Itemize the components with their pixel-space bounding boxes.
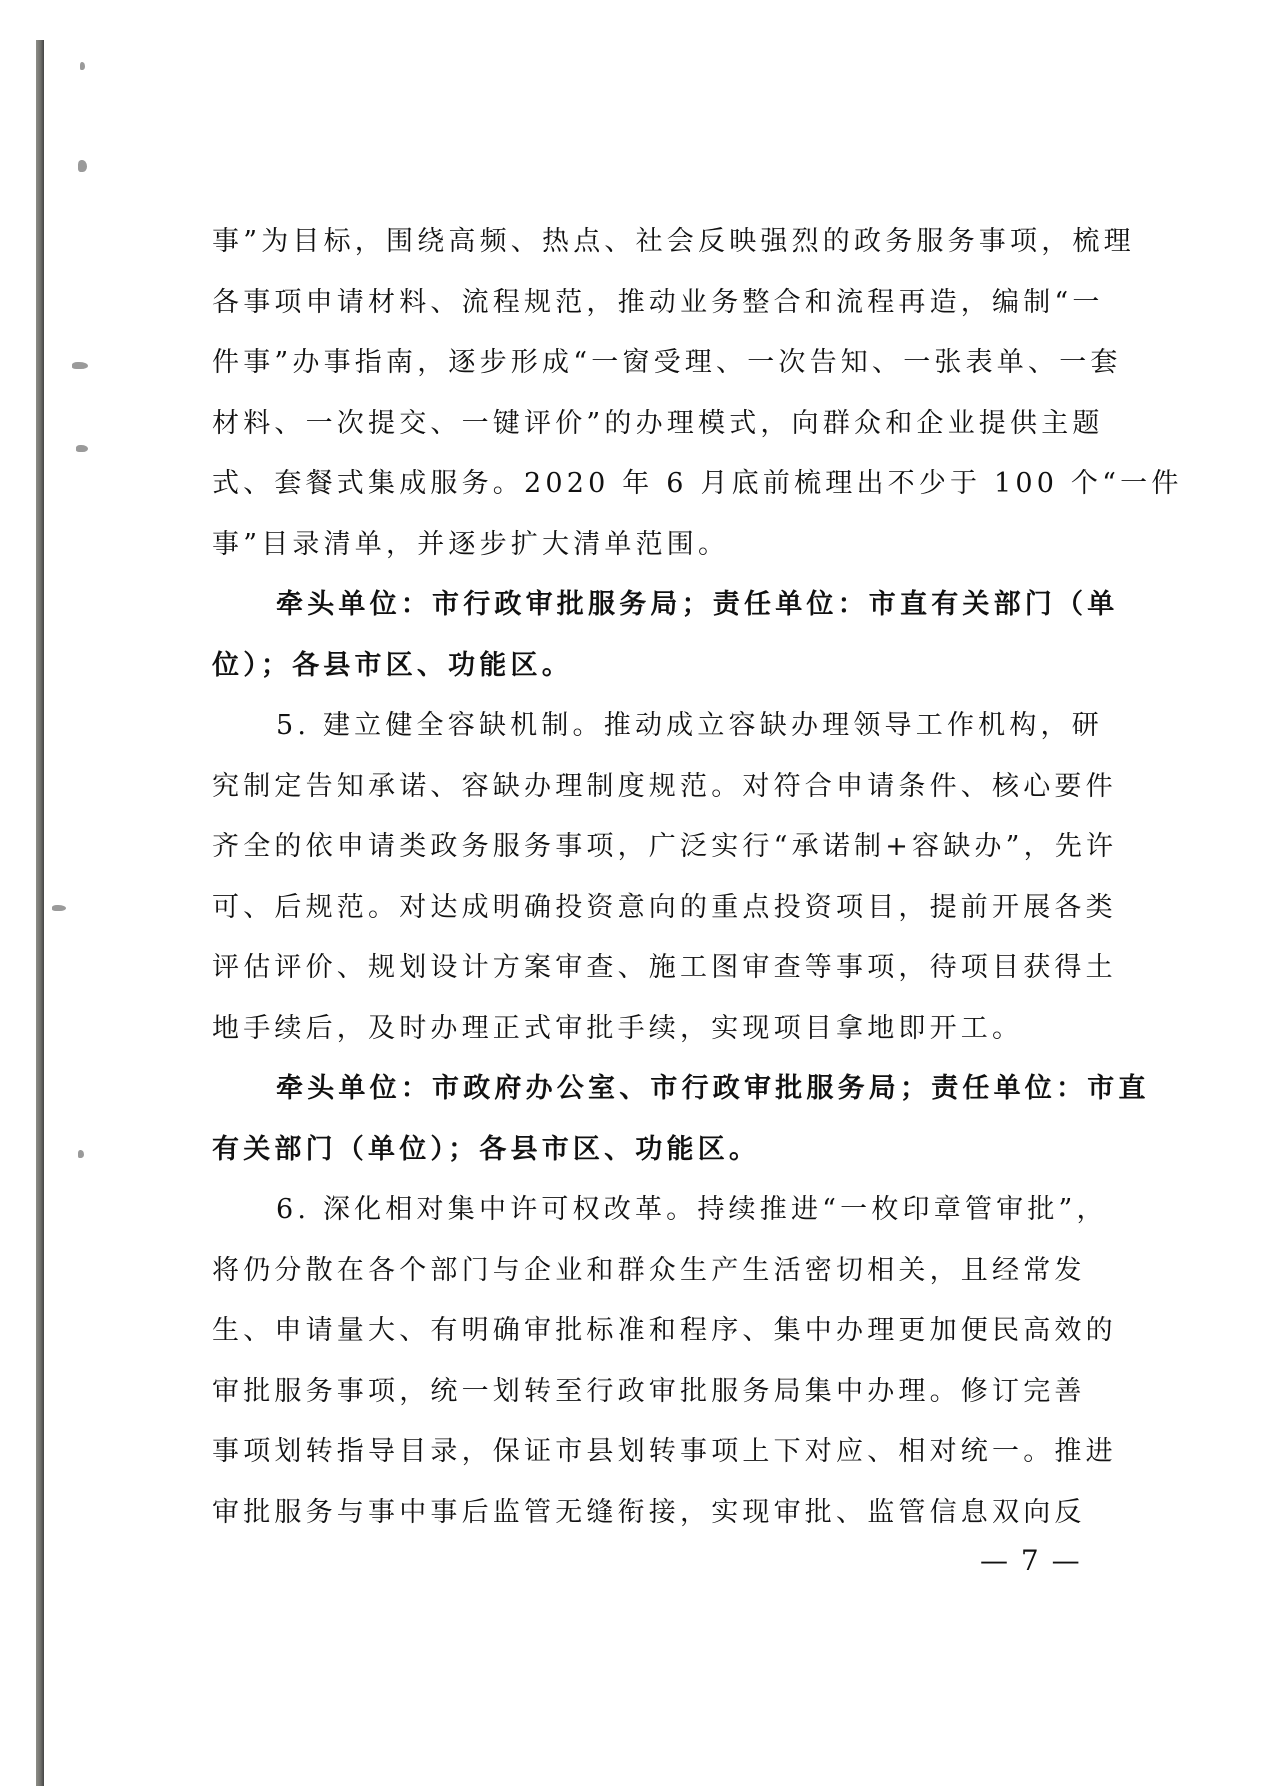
responsibility-line: 牵头单位：市政府办公室、市行政审批服务局；责任单位：市直	[276, 1073, 1150, 1104]
body-line: 材料、一次提交、一键评价”的办理模式，向群众和企业提供主题	[212, 407, 1104, 439]
body-line: 事项划转指导目录，保证市县划转事项上下对应、相对统一。推进	[212, 1436, 1117, 1467]
body-line: 生、申请量大、有明确审批标准和程序、集中办理更加便民高效的	[212, 1315, 1117, 1346]
body-line: 齐全的依申请类政务服务事项，广泛实行“承诺制+容缺办”，先许	[212, 831, 1118, 862]
scan-speck	[76, 445, 88, 452]
scan-speck	[72, 362, 88, 369]
scan-speck	[52, 905, 66, 911]
body-line: 各事项申请材料、流程规范，推动业务整合和流程再造，编制“一	[212, 286, 1104, 318]
page-number: — 7 —	[980, 1544, 1082, 1577]
responsibility-line: 牵头单位：市行政审批服务局；责任单位：市直有关部门（单	[276, 589, 1119, 620]
body-line: 事”目录清单，并逐步扩大清单范围。	[212, 528, 730, 560]
scan-speck	[78, 160, 87, 172]
scan-speck	[78, 1150, 84, 1158]
body-line: 将仍分散在各个部门与企业和群众生产生活密切相关，且经常发	[212, 1254, 1086, 1286]
body-line: 究制定告知承诺、容缺办理制度规范。对符合申请条件、核心要件	[212, 770, 1117, 802]
body-line: 事”为目标，围绕高频、热点、社会反映强烈的政务服务事项，梳理	[212, 226, 1135, 257]
document-body	[212, 212, 1183, 1543]
body-line: 评估评价、规划设计方案审查、施工图审查等事项，待项目获得土	[212, 952, 1117, 983]
scan-binding-edge	[36, 40, 44, 1786]
body-line: 可、后规范。对达成明确投资意向的重点投资项目，提前开展各类	[212, 891, 1117, 923]
body-line: 地手续后，及时办理正式审批手续，实现项目拿地即开工。	[212, 1012, 1024, 1044]
responsibility-line: 位）；各县市区、功能区。	[212, 649, 573, 681]
body-line: 式、套餐式集成服务。2020 年 6 月底前梳理出不少于 100 个“一件	[212, 468, 1183, 499]
section-5-heading-line: 5. 建立健全容缺机制。推动成立容缺办理领导工作机构，研	[276, 710, 1103, 741]
responsibility-line: 有关部门（单位）；各县市区、功能区。	[212, 1133, 761, 1165]
scan-speck	[80, 62, 85, 70]
body-line: 审批服务事项，统一划转至行政审批服务局集中办理。修订完善	[212, 1375, 1086, 1407]
body-line: 件事”办事指南，逐步形成“一窗受理、一次告知、一张表单、一套	[212, 347, 1122, 378]
body-line: 审批服务与事中事后监管无缝衔接，实现审批、监管信息双向反	[212, 1496, 1086, 1528]
section-6-heading-line: 6. 深化相对集中许可权改革。持续推进“一枚印章管审批”，	[276, 1194, 1108, 1225]
